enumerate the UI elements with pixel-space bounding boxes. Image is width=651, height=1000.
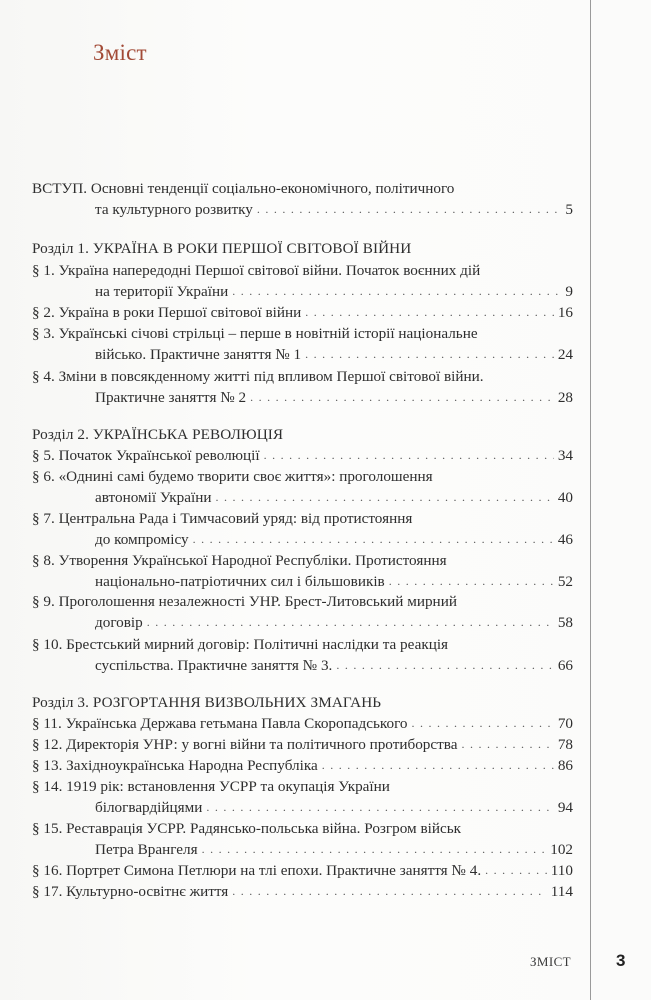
- toc-entry-text: § 4. Зміни в повсякденному житті під впливом Першої світової війни.: [32, 368, 484, 385]
- toc-page-number: 52: [557, 573, 573, 590]
- toc-entry-text: Практичне заняття № 2: [95, 389, 247, 406]
- toc-section-heading: [32, 692, 573, 713]
- toc-entry: [32, 881, 573, 902]
- toc-entry-text: автономії України: [95, 489, 212, 506]
- toc-entry: [32, 634, 573, 655]
- toc-entry-text: § 5. Початок Української революції: [32, 447, 260, 464]
- toc-entry-continuation: [95, 797, 573, 818]
- toc-entry: [32, 366, 573, 387]
- dot-leader: [232, 881, 547, 902]
- toc-entry-continuation: [95, 487, 573, 508]
- toc-entry-text: § 13. Західноукраїнська Народна Республіка: [32, 757, 318, 774]
- toc-entry: [32, 323, 573, 344]
- toc-entry-text: § 2. Україна в роки Першої світової війни: [32, 304, 302, 321]
- toc-page-number: 24: [557, 346, 573, 363]
- toc-page-number: 94: [557, 799, 573, 816]
- dot-leader: [206, 797, 553, 818]
- toc-entry-text: § 16. Портрет Симона Петлюри на тлі епохи. Практичне заняття № 4.: [32, 862, 482, 879]
- toc-entry-text: Розділ 1. УКРАЇНА В РОКИ ПЕРШОЇ СВІТОВОЇ ВІЙНИ: [32, 240, 412, 257]
- toc-page-number: 66: [557, 657, 573, 674]
- toc-entry-text: § 17. Культурно-освітнє життя: [32, 883, 229, 900]
- toc-page-number: 40: [557, 489, 573, 506]
- toc-entry-text: § 12. Директорія УНР: у вогні війни та політичного протиборства: [32, 736, 458, 753]
- toc-entry-text: § 10. Брестський мирний договір: Політичні наслідки та реакція: [32, 636, 449, 653]
- toc-page-number: 34: [557, 447, 573, 464]
- toc-entry-text: § 1. Україна напередодні Першої світової війни. Початок воєнних дій: [32, 262, 481, 279]
- toc-entry: [32, 260, 573, 281]
- toc-entry-text: на території України: [95, 283, 229, 300]
- toc-entry: [32, 860, 573, 881]
- dot-leader: [485, 860, 547, 881]
- toc-entry: [32, 713, 573, 734]
- toc-entry: [32, 178, 573, 199]
- toc-entry-continuation: [95, 612, 573, 633]
- toc-entry: [32, 591, 573, 612]
- toc-page-number: 102: [550, 841, 573, 858]
- dot-leader: [147, 612, 554, 633]
- page-number: 3: [616, 951, 626, 970]
- dot-leader: [257, 199, 562, 220]
- toc-entry-text: та культурного розвитку: [95, 201, 253, 218]
- dot-leader: [193, 529, 554, 550]
- toc-entry-continuation: [95, 344, 573, 365]
- dot-leader: [305, 344, 554, 365]
- dot-leader: [264, 445, 554, 466]
- page-margin-rule: [590, 0, 591, 1000]
- toc-entry: [32, 302, 573, 323]
- toc-page-number: 46: [557, 531, 573, 548]
- dot-leader: [389, 571, 554, 592]
- toc-entry-continuation: [95, 199, 573, 220]
- dot-leader: [322, 755, 554, 776]
- toc-entry: [32, 550, 573, 571]
- dot-leader: [202, 839, 547, 860]
- dot-leader: [412, 713, 554, 734]
- toc-entry-continuation: [95, 281, 573, 302]
- dot-leader: [305, 302, 554, 323]
- toc-page-number: 9: [565, 283, 573, 300]
- toc-entry: [32, 776, 573, 797]
- toc-entry: [32, 734, 573, 755]
- toc-page-number: 86: [557, 757, 573, 774]
- running-footer-label: ЗМІСТ: [530, 954, 572, 969]
- toc-page-number: 70: [557, 715, 573, 732]
- toc-entry-continuation: [95, 529, 573, 550]
- toc-entry-continuation: [95, 571, 573, 592]
- toc-entry-text: білогвардійцями: [95, 799, 203, 816]
- toc-entry-text: національно-патріотичних сил і більшовиків: [95, 573, 385, 590]
- dot-leader: [461, 734, 553, 755]
- toc-entry-text: § 11. Українська Держава гетьмана Павла Скоропадського: [32, 715, 408, 732]
- dot-leader: [215, 487, 553, 508]
- page-title: Зміст: [93, 40, 147, 65]
- toc-section-heading: [32, 238, 573, 259]
- toc-page-number: 114: [550, 883, 573, 900]
- toc-entry-continuation: [95, 839, 573, 860]
- toc-entry: [32, 445, 573, 466]
- toc-entry: [32, 466, 573, 487]
- toc-page-number: 5: [565, 201, 573, 218]
- toc-entry-text: договір: [95, 614, 143, 631]
- toc-page-number: 58: [557, 614, 573, 631]
- toc-entry-text: § 14. 1919 рік: встановлення УСРР та окупація України: [32, 778, 390, 795]
- toc-entry-text: § 7. Центральна Рада і Тимчасовий уряд: від протистояння: [32, 510, 413, 527]
- toc-entry-text: ВСТУП. Основні тенденції соціально-економічного, політичного: [32, 180, 455, 197]
- dot-leader: [250, 387, 554, 408]
- toc-entry: [32, 508, 573, 529]
- toc-entry-text: до компромісу: [95, 531, 189, 548]
- toc-entry-text: Розділ 3. РОЗГОРТАННЯ ВИЗВОЛЬНИХ ЗМАГАНЬ: [32, 694, 382, 711]
- dot-leader: [232, 281, 561, 302]
- toc-entry-text: § 9. Проголошення незалежності УНР. Брест-Литовський мирний: [32, 593, 457, 610]
- toc-entry-text: Розділ 2. УКРАЇНСЬКА РЕВОЛЮЦІЯ: [32, 426, 284, 443]
- toc-entry-continuation: [95, 655, 573, 676]
- toc-page-number: 28: [557, 389, 573, 406]
- toc-entry: [32, 755, 573, 776]
- toc-entry-text: суспільства. Практичне заняття № 3.: [95, 657, 333, 674]
- toc-entry: [32, 818, 573, 839]
- toc-entry-text: § 3. Українські січові стрільці – перше в новітній історії національне: [32, 325, 478, 342]
- toc-entry-text: військо. Практичне заняття № 1: [95, 346, 302, 363]
- toc-entry-text: § 6. «Однині самі будемо творити своє життя»: проголошення: [32, 468, 433, 485]
- toc-entry-text: § 15. Реставрація УСРР. Радянсько-польська війна. Розгром військ: [32, 820, 462, 837]
- toc-entry-continuation: [95, 387, 573, 408]
- toc-section-heading: [32, 424, 573, 445]
- dot-leader: [336, 655, 553, 676]
- toc-entry-text: § 8. Утворення Української Народної Республіки. Протистояння: [32, 552, 447, 569]
- toc-page-number: 78: [557, 736, 573, 753]
- toc-page-number: 16: [557, 304, 573, 321]
- toc-page-number: 110: [550, 862, 573, 879]
- toc-entry-text: Петра Врангеля: [95, 841, 198, 858]
